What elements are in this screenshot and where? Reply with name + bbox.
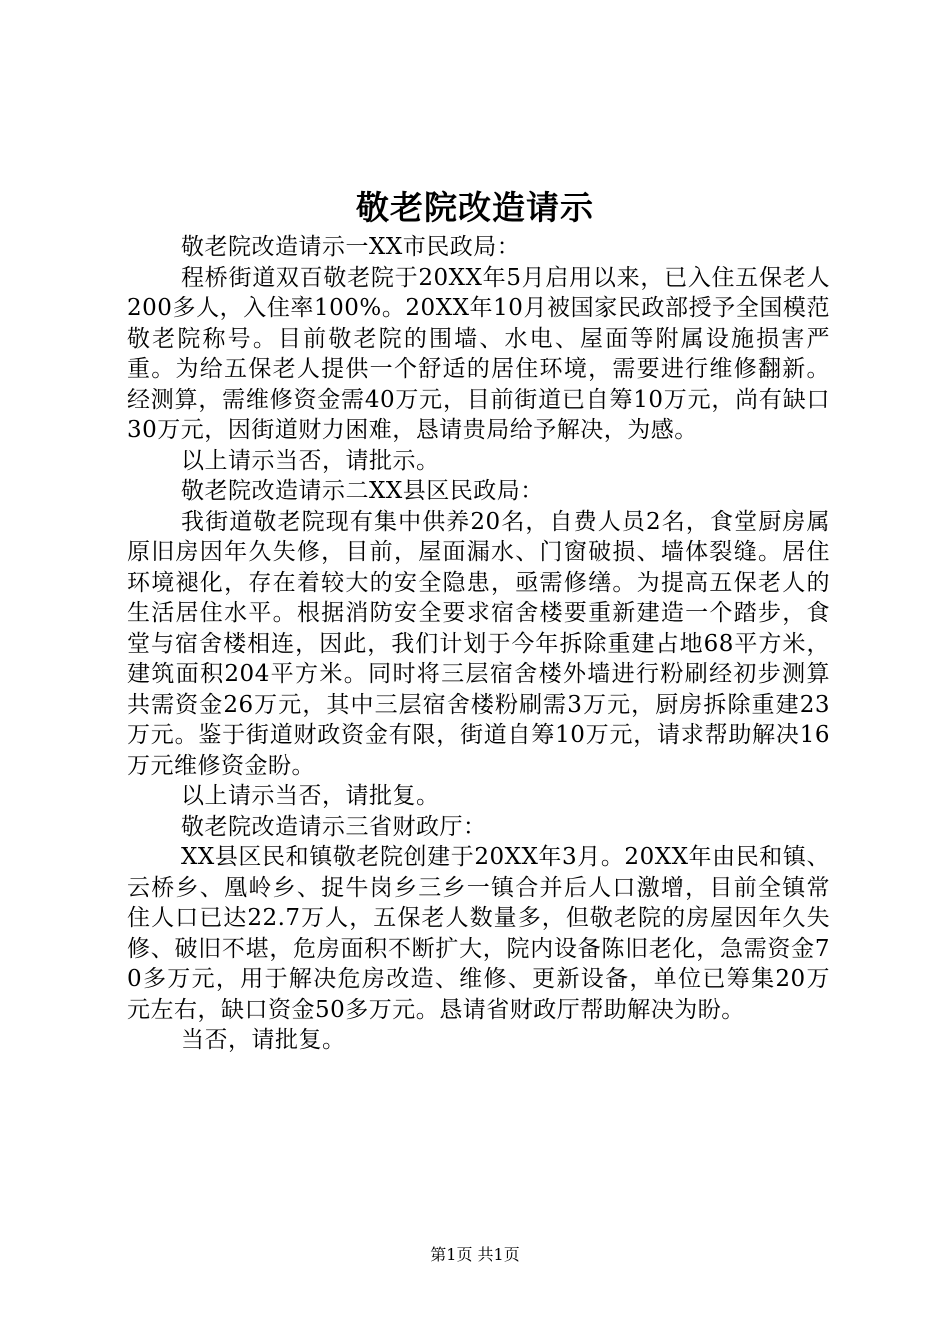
document-title: 敬老院改造请示 (356, 188, 594, 227)
paragraph-request-3-closing: 当否，请批复。 (181, 1027, 346, 1053)
paragraph-request-2-body: 我街道敬老院现有集中供养20名，自费人员2名，食堂厨房属原旧房因年久失修，目前，屋面漏水、门窗破损、墙体裂缝。居住环境褪化，存在着较大的安全隐患，亟需修缮。为提高五保老人的生活居住水平。根据消防安全要求宿舍楼要重新建造一个踏步，食堂与宿舍楼相连，因此，我们计划于今年拆除重建占地68平方米，建筑面积204平方米。同时将三层宿舍楼外墙进行粉刷经初步测算共需资金26万元，其中三层宿舍楼粉刷需3万元，厨房拆除重建23万元。鉴于街道财政资金有限，街道自筹10万元，请求帮助解决16万元维修资金盼。 (127, 508, 830, 779)
paragraph-request-1-heading: 敬老院改造请示一XX市民政局： (181, 234, 521, 260)
paragraph-request-3-heading: 敬老院改造请示三省财政厅： (181, 813, 487, 840)
paragraph-request-2-closing: 以上请示当否，请批复。 (181, 783, 440, 809)
paragraph-request-1-body: 程桥街道双百敬老院于20XX年5月启用以来，已入住五保老人200多人，入住率100%。20XX年10月被国家民政部授予全国模范敬老院称号。目前敬老院的围墙、水电、屋面等附属设施损害严重。为给五保老人提供一个舒适的居住环境，需要进行维修翻新。经测算，需维修资金需40万元，目前街道已自筹10万元，尚有缺口30万元，因街道财力困难，恳请贵局给予解决，为感。 (127, 264, 830, 443)
document-body (127, 232, 830, 1056)
paragraph-request-1-closing: 以上请示当否，请批示。 (181, 447, 440, 474)
paragraph-request-3-body: XX县区民和镇敬老院创建于20XX年3月。20XX年由民和镇、云桥乡、凰岭乡、捉牛岗乡三乡一镇合并后人口激增，目前全镇常住人口已达22.7万人，五保老人数量多，但敬老院的房屋因年久失修、破旧不堪，危房面积不断扩大，院内设备陈旧老化，急需资金70多万元，用于解决危房改造、维修、更新设备，单位已筹集20万元左右，缺口资金50多万元。恳请省财政厅帮助解决为盼。 (127, 844, 830, 1023)
page-number-footer: 第1页 共1页 (430, 1245, 520, 1264)
paragraph-request-2-heading: 敬老院改造请示二XX县区民政局： (181, 478, 544, 504)
